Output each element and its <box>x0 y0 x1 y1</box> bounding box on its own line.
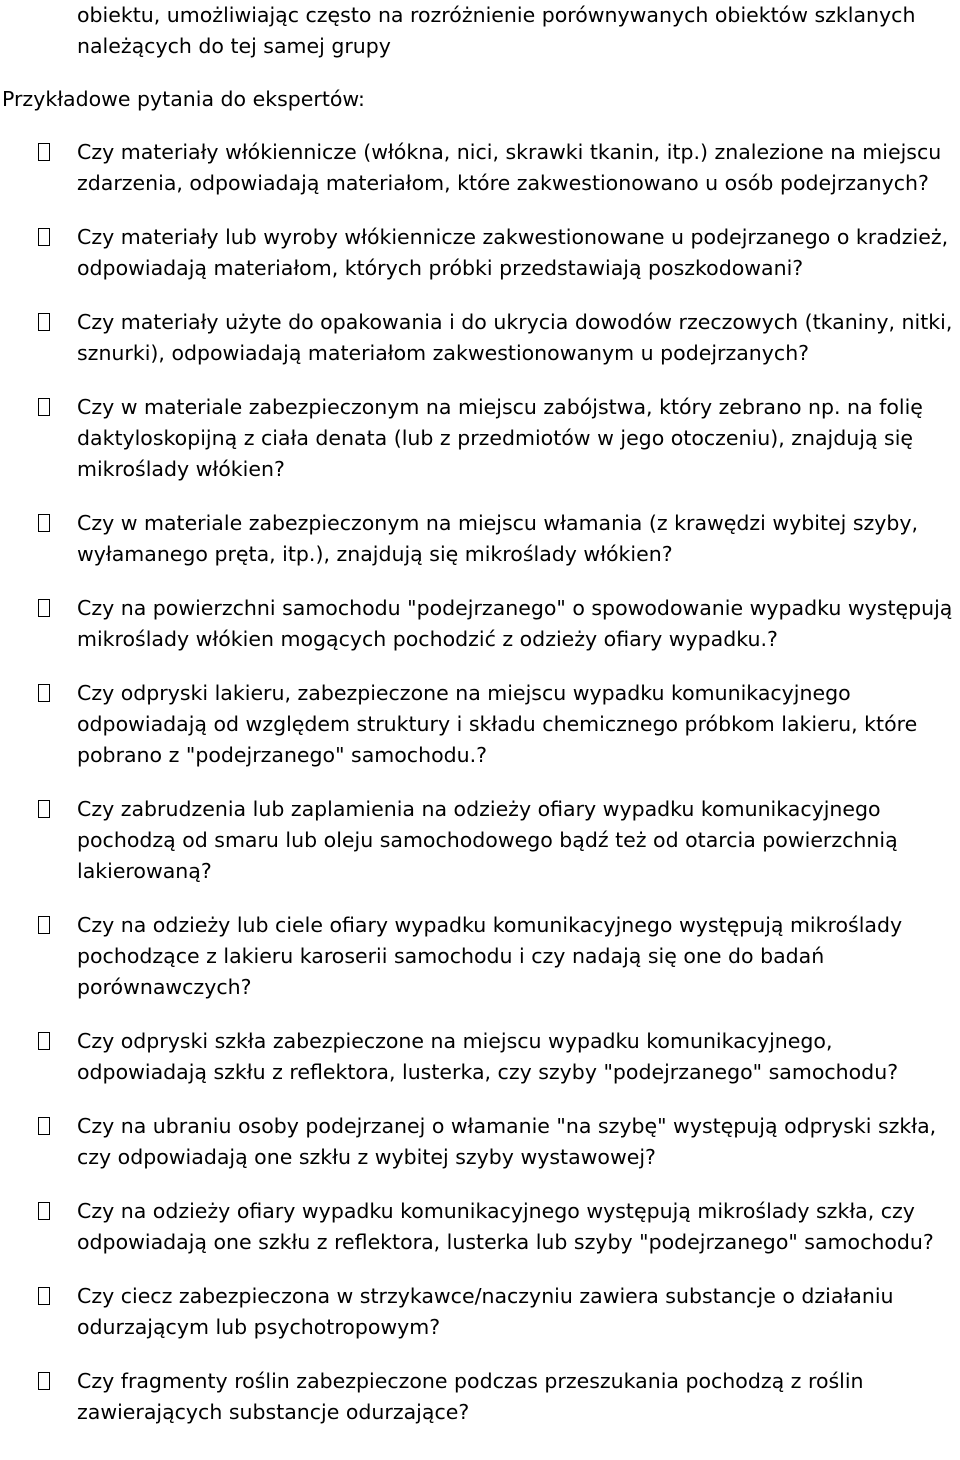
question-item <box>0 307 960 369</box>
box-bullet-icon <box>38 1117 50 1135</box>
question-item <box>0 678 960 771</box>
question-text: Czy fragmenty roślin zabezpieczone podczas przeszukania pochodzą z roślin zawierających substancje odurzające? <box>77 1369 864 1424</box>
box-bullet-icon <box>38 800 50 818</box>
intro-paragraph: obiektu, umożliwiając często na rozróżnienie porównywanych obiektów szklanych należących do tej samej grupy <box>77 3 916 58</box>
box-bullet-icon <box>38 1202 50 1220</box>
question-text: Czy na ubraniu osoby podejrzanej o włamanie "na szybę" występują odpryski szkła, czy odpowiadają one szkłu z wybitej szyby wystawowej? <box>77 1114 937 1169</box>
box-bullet-icon <box>38 1032 50 1050</box>
box-bullet-icon <box>38 228 50 246</box>
question-text: Czy w materiale zabezpieczonym na miejscu włamania (z krawędzi wybitej szyby, wyłamanego pręta, itp.), znajdują się mikroślady włókien? <box>77 511 919 566</box>
question-item <box>0 1196 960 1258</box>
question-text: Czy zabrudzenia lub zaplamienia na odzieży ofiary wypadku komunikacyjnego pochodzą od smaru lub oleju samochodowego bądź też od otarcia powierzchnią lakierowaną? <box>77 797 898 883</box>
question-item <box>0 593 960 655</box>
box-bullet-icon <box>38 1287 50 1305</box>
box-bullet-icon <box>38 143 50 161</box>
box-bullet-icon <box>38 398 50 416</box>
question-item <box>0 1026 960 1088</box>
question-item <box>0 1366 960 1428</box>
question-list <box>0 137 960 1451</box>
question-text: Czy odpryski szkła zabezpieczone na miejscu wypadku komunikacyjnego, odpowiadają szkłu z reflektora, lusterka, czy szyby "podejrzanego" samochodu? <box>77 1029 899 1084</box>
question-item <box>0 222 960 284</box>
question-text: Czy na odzieży lub ciele ofiary wypadku komunikacyjnego występują mikroślady pochodzące z lakieru karoserii samochodu i czy nadają się one do badań porównawczych? <box>77 913 903 999</box>
question-item <box>0 137 960 199</box>
box-bullet-icon <box>38 916 50 934</box>
question-text: Czy materiały użyte do opakowania i do ukrycia dowodów rzeczowych (tkaniny, nitki, sznurki), odpowiadają materiałom zakwestionowanym u podejrzanych? <box>77 310 953 365</box>
section-heading: Przykładowe pytania do ekspertów: <box>2 87 365 111</box>
question-item <box>0 392 960 485</box>
box-bullet-icon <box>38 599 50 617</box>
question-item <box>0 508 960 570</box>
question-item <box>0 1111 960 1173</box>
question-text: Czy w materiale zabezpieczonym na miejscu zabójstwa, który zebrano np. na folię daktyloskopijną z ciała denata (lub z przedmiotów w jego otoczeniu), znajdują się mikroślady włókien? <box>77 395 923 481</box>
box-bullet-icon <box>38 313 50 331</box>
question-item <box>0 910 960 1003</box>
question-text: Czy ciecz zabezpieczona w strzykawce/naczyniu zawiera substancje o działaniu odurzającym lub psychotropowym? <box>77 1284 894 1339</box>
question-text: Czy odpryski lakieru, zabezpieczone na miejscu wypadku komunikacyjnego odpowiadają od względem struktury i składu chemicznego próbkom lakieru, które pobrano z "podejrzanego" samochodu.? <box>77 681 918 767</box>
question-item <box>0 794 960 887</box>
question-text: Czy materiały lub wyroby włókiennicze zakwestionowane u podejrzanego o kradzież, odpowiadają materiałom, których próbki przedstawiają poszkodowani? <box>77 225 949 280</box>
question-text: Czy materiały włókiennicze (włókna, nici, skrawki tkanin, itp.) znalezione na miejscu zdarzenia, odpowiadają materiałom, które zakwestionowano u osób podejrzanych? <box>77 140 942 195</box>
box-bullet-icon <box>38 514 50 532</box>
box-bullet-icon <box>38 684 50 702</box>
question-text: Czy na odzieży ofiary wypadku komunikacyjnego występują mikroślady szkła, czy odpowiadają one szkłu z reflektora, lusterka lub szyby "podejrzanego" samochodu? <box>77 1199 934 1254</box>
question-text: Czy na powierzchni samochodu "podejrzanego" o spowodowanie wypadku występują mikroślady włókien mogących pochodzić z odzieży ofiary wypadku.? <box>77 596 953 651</box>
question-item <box>0 1281 960 1343</box>
box-bullet-icon <box>38 1372 50 1390</box>
